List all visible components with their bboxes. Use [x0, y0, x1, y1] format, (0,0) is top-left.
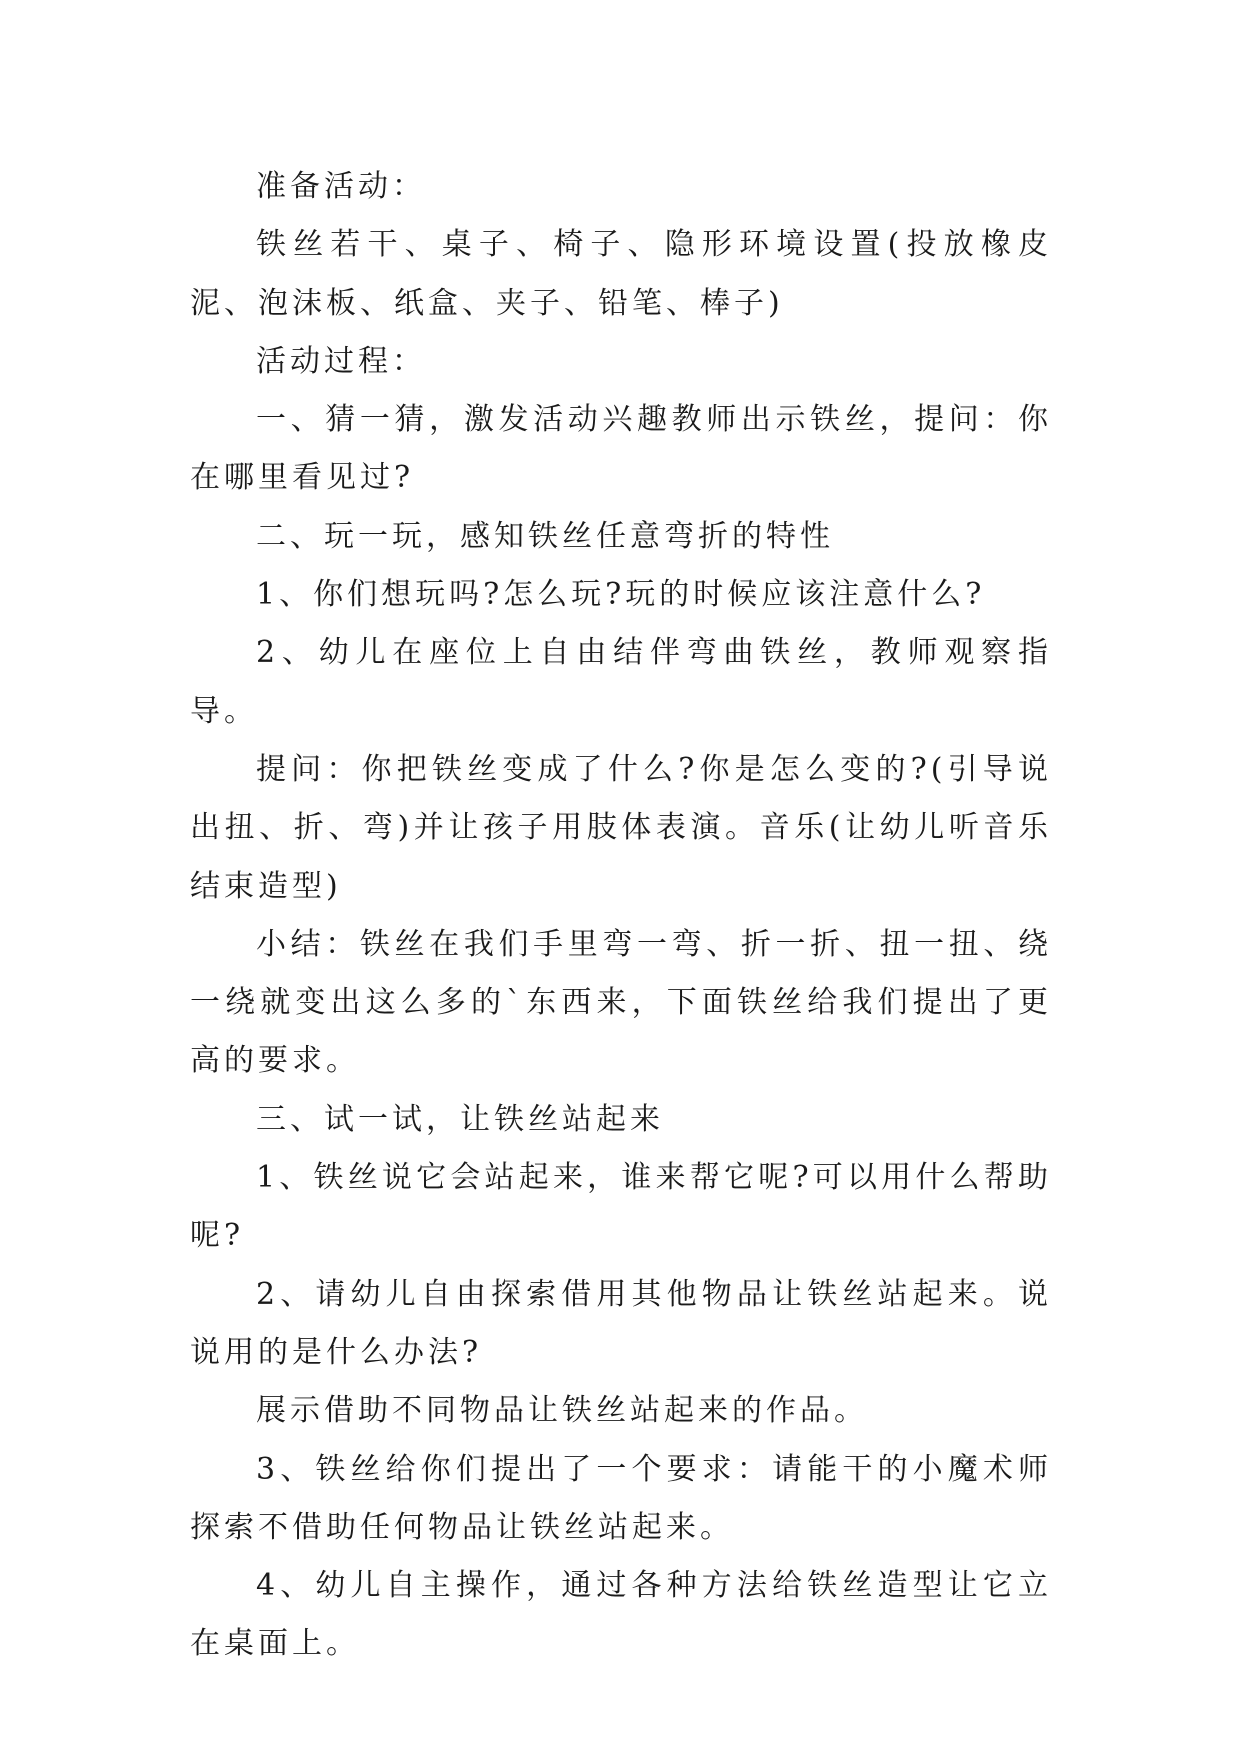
paragraph-step-three-item-3: 3、铁丝给你们提出了一个要求：请能干的小魔术师探索不借助任何物品让铁丝站起来。 [190, 1451, 1052, 1545]
paragraph-step-three-item-1: 1、铁丝说它会站起来，谁来帮它呢?可以用什么帮助呢? [190, 1160, 1052, 1254]
paragraph-materials: 铁丝若干、桌子、椅子、隐形环境设置(投放橡皮泥、泡沫板、纸盒、夹子、铅笔、棒子) [190, 227, 1052, 321]
document-body [190, 158, 1052, 1674]
paragraph-step-three-item-4: 4、幼儿自主操作，通过各种方法给铁丝造型让它立在桌面上。 [190, 1568, 1052, 1662]
paragraph-step-two-item-1: 1、你们想玩吗?怎么玩?玩的时候应该注意什么? [256, 577, 986, 613]
paragraph-step-three-item-2: 2、请幼儿自由探索借用其他物品让铁丝站起来。说说用的是什么办法? [190, 1276, 1052, 1370]
paragraph-step-two: 二、玩一玩，感知铁丝任意弯折的特性 [256, 518, 834, 554]
paragraph-question: 提问：你把铁丝变成了什么?你是怎么变的?(引导说出扭、折、弯)并让孩子用肢体表演。音乐(让幼儿听音乐结束造型) [190, 751, 1052, 904]
paragraph-step-three: 三、试一试，让铁丝站起来 [256, 1101, 664, 1137]
paragraph-preparation-heading: 准备活动： [256, 169, 426, 204]
paragraph-step-one: 一、猜一猜，激发活动兴趣教师出示铁丝，提问：你在哪里看见过? [190, 402, 1052, 496]
paragraph-summary: 小结：铁丝在我们手里弯一弯、折一折、扭一扭、绕一绕就变出这么多的`东西来，下面铁丝给我们提出了更高的要求。 [190, 926, 1052, 1079]
paragraph-step-two-item-2: 2、幼儿在座位上自由结伴弯曲铁丝，教师观察指导。 [190, 635, 1052, 729]
paragraph-display-works: 展示借助不同物品让铁丝站起来的作品。 [256, 1393, 868, 1429]
paragraph-process-heading: 活动过程： [256, 343, 426, 379]
